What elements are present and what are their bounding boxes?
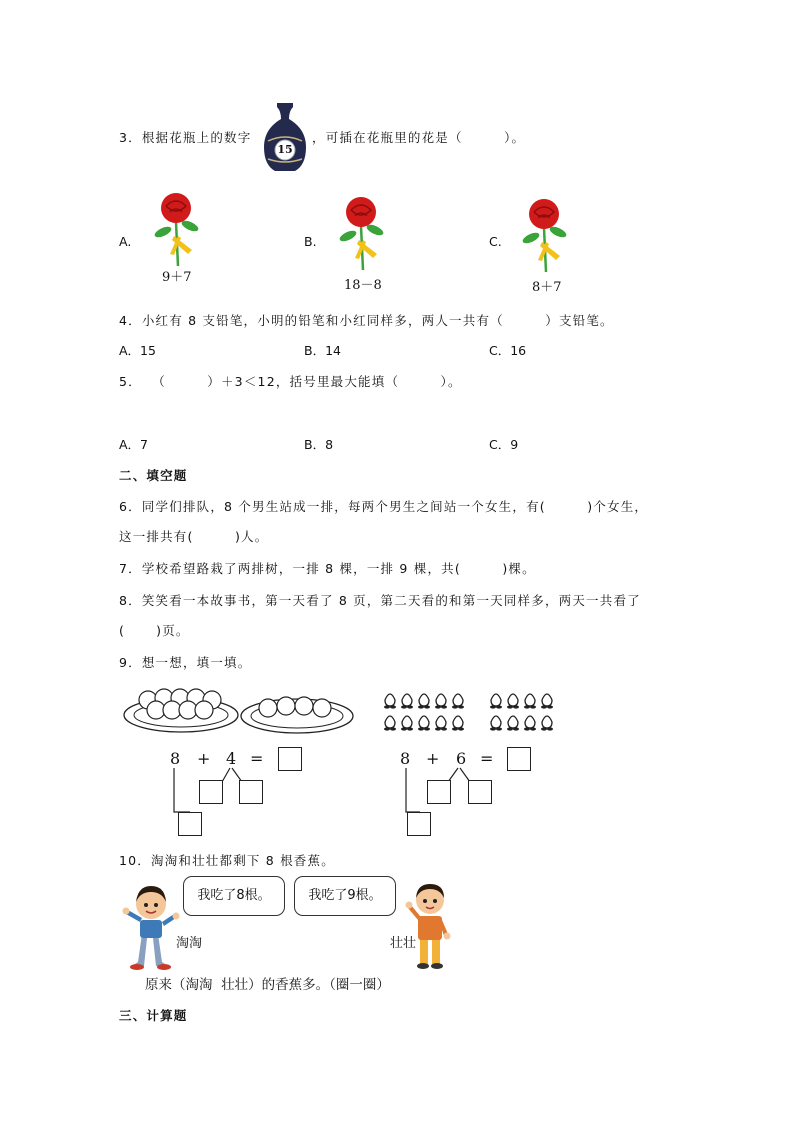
eq-right-b: 6 [456, 749, 467, 768]
q8-line2: ( )页。 [119, 623, 190, 638]
q5-text: 5． （ ）＋3＜12，括号里最大能填（ ）。 [119, 374, 462, 389]
name-zhuangzhuang: 壮壮 [390, 936, 417, 951]
q5-option-a[interactable]: A．7 [119, 437, 149, 452]
eq-left-op: + [197, 749, 211, 768]
q3-option-b-expr: 18－8 [344, 278, 382, 293]
eq-right-op: + [426, 749, 440, 768]
q4-option-c[interactable]: C．16 [489, 343, 527, 358]
q3-option-c-letter[interactable]: C. [489, 234, 502, 249]
q10-conclusion: 原来（淘淘 壮壮）的香蕉多。（圈一圈） [145, 977, 390, 993]
eq-left-b: 4 [226, 749, 237, 768]
speech-bubble-left: 我吃了8根。 [183, 876, 285, 916]
q3-option-c-expr: 8＋7 [532, 280, 562, 295]
boy-zhuangzhuang-icon [402, 878, 458, 972]
q3-option-a-letter[interactable]: A. [119, 234, 132, 249]
q3-text-before: 3．根据花瓶上的数字 [119, 130, 252, 145]
q4-text: 4．小红有 8 支铅笔，小明的铅笔和小红同样多，两人一共有（ ）支铅笔。 [119, 313, 614, 328]
q6-line1: 6．同学们排队，8 个男生站成一排，每两个男生之间站一个女生，有( )个女生， [119, 499, 649, 514]
q4-option-a[interactable]: A．15 [119, 343, 156, 358]
section-heading-fill-blank: 二、填空题 [119, 468, 188, 483]
answer-box-right-split-1[interactable] [427, 780, 451, 804]
q7-text: 7．学校希望路栽了两排树，一排 8 棵，一排 9 棵，共( )棵。 [119, 561, 536, 576]
q3-option-a-expr: 9＋7 [162, 270, 192, 285]
q5-option-b[interactable]: B．8 [304, 437, 334, 452]
q6-line2: 这一排共有( )人。 [119, 529, 269, 544]
section-heading-calculation: 三、计算题 [119, 1008, 188, 1023]
q3-text-after: ，可插在花瓶里的花是（ ）。 [312, 130, 526, 145]
answer-box-right-partial[interactable] [407, 812, 431, 836]
answer-box-right-split-2[interactable] [468, 780, 492, 804]
boy-taotao-icon [122, 878, 180, 972]
answer-box-left-partial[interactable] [178, 812, 202, 836]
q4-option-b[interactable]: B．14 [304, 343, 341, 358]
eq-right-eq: = [480, 749, 494, 768]
q3-option-b-letter[interactable]: B. [304, 234, 317, 249]
answer-box-right-sum[interactable] [507, 747, 531, 771]
q5-option-c[interactable]: C．9 [489, 437, 519, 452]
eq-right-a: 8 [400, 749, 411, 768]
speech-bubble-right: 我吃了9根。 [294, 876, 396, 916]
eq-left-a: 8 [170, 749, 181, 768]
q10-text: 10．淘淘和壮壮都剩下 8 根香蕉。 [119, 853, 335, 868]
q8-line1: 8．笑笑看一本故事书，第一天看了 8 页，第二天看的和第一天同样多，两天一共看了 [119, 593, 641, 608]
eq-left-eq: = [250, 749, 264, 768]
answer-box-left-split-1[interactable] [199, 780, 223, 804]
answer-box-left-split-2[interactable] [239, 780, 263, 804]
q9-text: 9．想一想，填一填。 [119, 655, 252, 670]
vase-number: 15 [277, 143, 293, 156]
name-taotao: 淘淘 [176, 936, 203, 951]
